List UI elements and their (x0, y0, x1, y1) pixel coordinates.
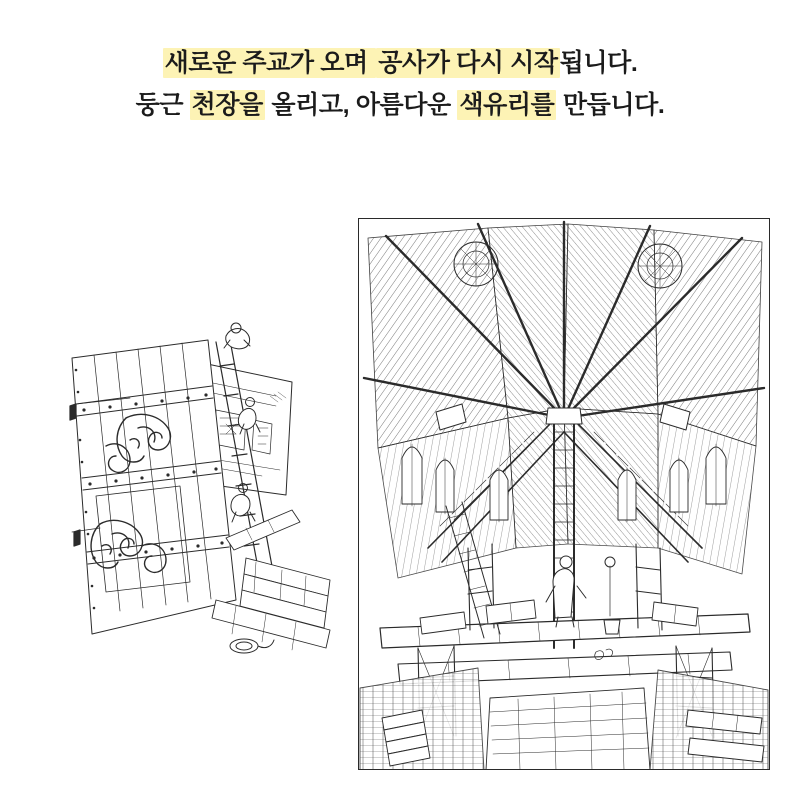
right-illustration (358, 218, 770, 770)
wooden-door (72, 340, 236, 634)
caption-block (0, 42, 800, 126)
caption-line-2 (0, 84, 800, 126)
caption-line-1 (0, 42, 800, 84)
worker-figure (546, 556, 586, 627)
caption-line-2-mid: 올리고, 아름다운 (264, 91, 458, 119)
caption-line-2-pre: 둥근 (135, 91, 190, 119)
caption-line-2-tail: 만듭니다. (556, 91, 665, 119)
caption-line-2-highlight-2: 색유리를 (459, 91, 555, 119)
rope-coil (230, 639, 274, 653)
caption-line-1-tail: 됩니다. (559, 49, 638, 77)
caption-line-2-highlight-1: 천장을 (191, 91, 263, 119)
caption-line-1-highlight-2: 공사가 다시 시작 (378, 49, 558, 77)
hoist-pulley (604, 557, 620, 634)
left-illustration (30, 300, 360, 700)
staircase (382, 710, 430, 766)
caption-line-1-highlight: 새로운 주교가 오며 (164, 49, 375, 77)
